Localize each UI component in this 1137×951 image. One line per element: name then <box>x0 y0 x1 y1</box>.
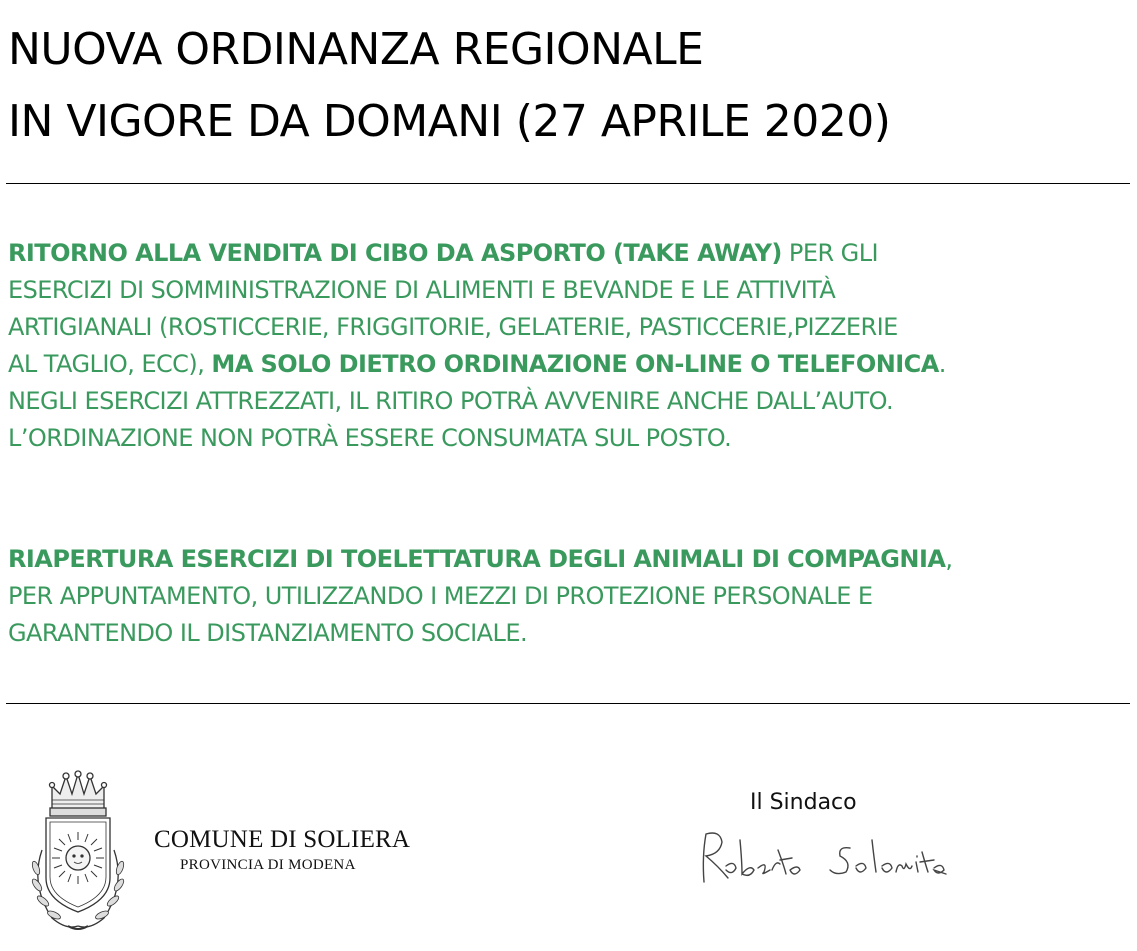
grooming-heading: RIAPERTURA ESERCIZI DI TOELETTATURA DEGLI ANIMALI DI COMPAGNIA <box>8 545 946 573</box>
bottom-divider <box>6 703 1130 704</box>
takeaway-line-6: L’ORDINAZIONE NON POTRÀ ESSERE CONSUMATA SUL POSTO. <box>8 424 732 452</box>
takeaway-line-4-text: AL TAGLIO, ECC), <box>8 350 212 378</box>
takeaway-heading: RITORNO ALLA VENDITA DI CIBO DA ASPORTO (TAKE AWAY) <box>8 239 782 267</box>
takeaway-line-3: ARTIGIANALI (ROSTICCERIE, FRIGGITORIE, GELATERIE, PASTICCERIE,PIZZERIE <box>8 313 898 341</box>
grooming-paragraph <box>8 541 952 652</box>
takeaway-line-1 <box>8 235 946 272</box>
grooming-line-2: PER APPUNTAMENTO, UTILIZZANDO I MEZZI DI PROTEZIONE PERSONALE E <box>8 582 873 610</box>
grooming-line-1 <box>8 541 952 578</box>
title-line-2: IN VIGORE DA DOMANI (27 APRILE 2020) <box>8 96 891 147</box>
notice-title <box>8 14 890 158</box>
grooming-line-3: GARANTENDO IL DISTANZIAMENTO SOCIALE. <box>8 619 528 647</box>
takeaway-paragraph <box>8 235 946 457</box>
coat-of-arms-icon <box>22 770 134 940</box>
takeaway-line-5: NEGLI ESERCIZI ATTREZZATI, IL RITIRO POTRÀ AVVENIRE ANCHE DALL’AUTO. <box>8 387 894 415</box>
takeaway-line-1-text: PER GLI <box>781 239 879 267</box>
takeaway-line-2: ESERCIZI DI SOMMINISTRAZIONE DI ALIMENTI E BEVANDE E LE ATTIVITÀ <box>8 276 836 304</box>
title-line-1: NUOVA ORDINANZA REGIONALE <box>8 24 704 75</box>
top-divider <box>6 183 1130 184</box>
takeaway-order-condition: MA SOLO DIETRO ORDINAZIONE ON-LINE O TELEFONICA <box>211 350 939 378</box>
comune-block <box>154 826 410 876</box>
signature-icon <box>690 826 950 901</box>
provincia-name: PROVINCIA DI MODENA <box>180 857 356 873</box>
sindaco-label: Il Sindaco <box>750 790 857 815</box>
comune-name: COMUNE DI SOLIERA <box>154 826 411 853</box>
takeaway-line-4 <box>8 346 946 383</box>
takeaway-line-4-end: . <box>938 350 946 378</box>
grooming-line-1-text: , <box>945 545 953 573</box>
